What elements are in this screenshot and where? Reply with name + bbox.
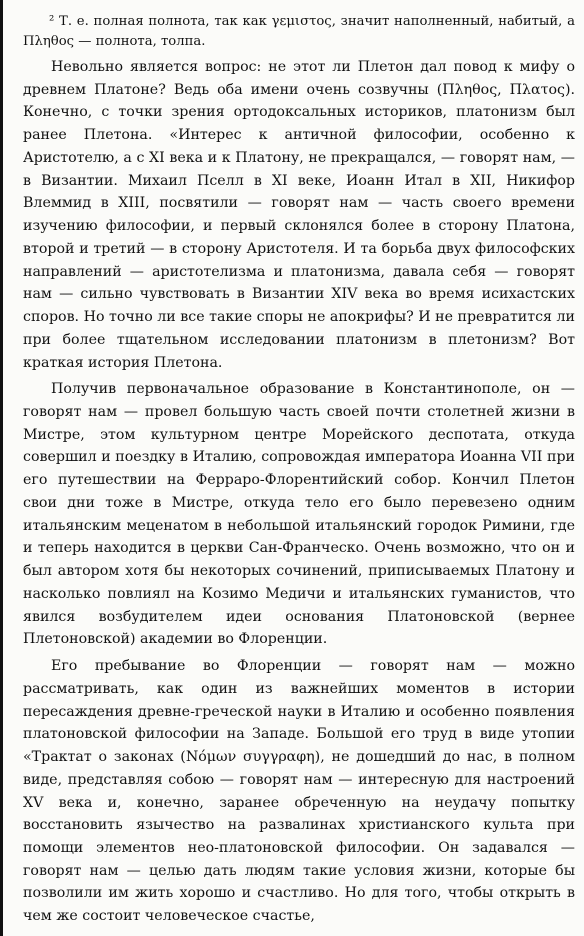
paragraph-1: Невольно является вопрос: не этот ли Плетон дал повод к мифу о древнем Платоне? Ведь оба имени очень созвучны (Πληθος, Πλατος). Конечно, с точки зрения ортодоксальных историков, платонизм был ранее Плетона. «Интерес к античной философии, особенно к Аристотелю, а с XI века и к Платону, не прекращался, — говорят нам, — в Византии. Михаил Пселл в XI веке, Иоанн Итал в XII, Никифор Влеммид в XIII, посвятили — говорят нам — часть своего времени изучению философии, и первый склонялся более в сторону Платона, второй и третий — в сторону Аристотеля. И та борьба двух философских направлений — аристотелизма и платонизма, давала себя — говорят нам — сильно чувствовать в Византии XIV века во время исихастских споров. Но точно ли все такие споры не апокрифы? И не превратится ли при более тщательном исследовании платонизм в плетонизм? Вот краткая история Плетона. bbox=[23, 59, 575, 371]
footnote: ² Т. е. полная полнота, так как γεμιστος, значит наполненный, набитый, а Πληθος — полнота, толпа. bbox=[23, 14, 575, 49]
paragraph-3: Его пребывание во Флоренции — говорят нам — можно рассматривать, как один из важнейших моментов в истории пересаждения древне-греческой науки в Италию и особенно появления платоновской философии на Западе. Большой его труд в виде утопии «Трактат о законах (Νόμων συγγραφη), не дошедший до нас, в полном виде, представляя собою — говорят нам — интересную для настроений XV века и, конечно, заранее обреченную на неудачу попытку восстановить язычество на развалинах христианского культа при помощи элементов нео-платоновской философии. Он задавался — говорят нам — целью дать людям такие условия жизни, которые бы позволили им жить хорошо и счастливо. Но для того, чтобы открыть в чем же состоит человеческое счастье, bbox=[23, 658, 575, 925]
paragraph-2: Получив первоначальное образование в Константинополе, он — говорят нам — провел большую часть своей почти столетней жизни в Мистре, этом культурном центре Морейского деспотата, откуда совершил и поездку в Италию, сопровождая императора Иоанна VII при его путешествии на Ферраро-Флорентийский собор. Кончил Плетон свои дни тоже в Мистре, откуда тело его было перевезено одним итальянским меценатом в небольшой итальянский городок Римини, где и теперь находится в церкви Сан-Франческо. Очень возможно, что он и был автором хотя бы некоторых сочинений, приписываемых Платону и насколько повлиял на Козимо Медичи и итальянских гуманистов, что явился возбудителем идеи основания Платоновской (вернее Плетоновской) академии во Флоренции. bbox=[23, 381, 575, 648]
page-text bbox=[23, 12, 575, 928]
